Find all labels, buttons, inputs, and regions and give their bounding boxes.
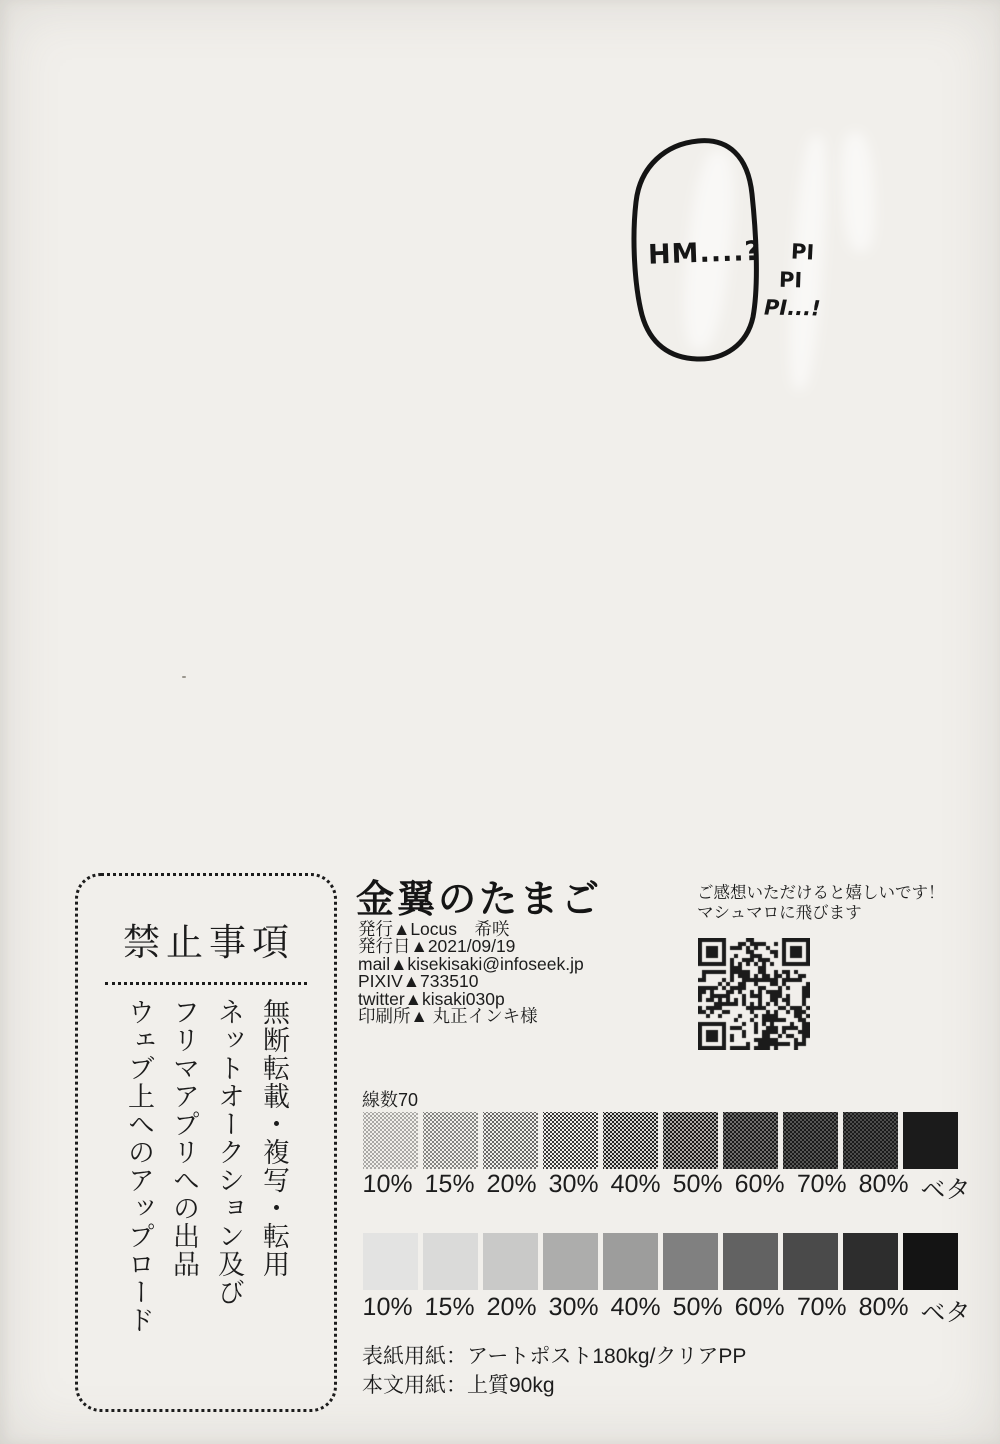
chirp-text: PI bbox=[790, 239, 815, 265]
feedback-line-1: ご感想いただけると嬉しいです！ bbox=[697, 884, 945, 902]
book-title: 金翼のたまご bbox=[356, 876, 603, 921]
tone-percent-label: 70% bbox=[796, 1293, 848, 1321]
colophon-line-printer: 印刷所▲ 丸正インキ様 bbox=[358, 1006, 538, 1027]
paper-spec-cover: 表紙用紙：アートポスト180kg/クリアPP bbox=[362, 1345, 747, 1368]
halftone-swatch-20% bbox=[483, 1112, 538, 1169]
flat-swatch-ベタ bbox=[903, 1233, 958, 1290]
feedback-line-2: マシュマロに飛びます bbox=[697, 904, 862, 922]
flat-swatch-40% bbox=[603, 1233, 658, 1290]
tone-percent-label: 20% bbox=[486, 1293, 538, 1321]
halftone-swatch-40% bbox=[603, 1112, 658, 1169]
tone-percent-label: 30% bbox=[548, 1293, 600, 1321]
chirp-text: PI bbox=[778, 267, 803, 293]
paper-spec bbox=[362, 1342, 746, 1400]
tone-bar-labels bbox=[359, 1170, 974, 1206]
bleed-mark bbox=[839, 131, 877, 253]
prohibition-item: 無断転載・複写・転用 bbox=[259, 998, 289, 1278]
colophon-line-mail: mail▲kisekisaki@infoseek.jp bbox=[358, 953, 584, 974]
tone-percent-label: 15% bbox=[424, 1293, 476, 1321]
halftone-swatch-ベタ bbox=[903, 1112, 958, 1169]
colophon-info bbox=[358, 921, 584, 1025]
flat-swatch-15% bbox=[423, 1233, 478, 1290]
qr-code bbox=[698, 938, 810, 1050]
halftone-swatch-70% bbox=[783, 1112, 838, 1169]
tone-percent-label: 80% bbox=[858, 1293, 910, 1321]
tone-percent-label: 40% bbox=[610, 1170, 662, 1198]
tone-percent-label: 50% bbox=[672, 1293, 724, 1321]
prohibition-item-list bbox=[116, 998, 296, 1334]
tone-percent-label: 20% bbox=[486, 1170, 538, 1198]
tone-percent-label: 15% bbox=[424, 1170, 476, 1198]
divider bbox=[105, 982, 307, 985]
flat-swatch-20% bbox=[483, 1233, 538, 1290]
tone-percent-label: 70% bbox=[796, 1170, 848, 1198]
tone-percent-label: 50% bbox=[672, 1170, 724, 1198]
chirp-text: PI...! bbox=[763, 295, 821, 321]
tone-percent-label: 60% bbox=[734, 1170, 786, 1198]
flat-swatch-50% bbox=[663, 1233, 718, 1290]
bubble-text: HM....? bbox=[647, 235, 762, 271]
colophon-line-publisher: 発行▲Locus 希咲 bbox=[358, 919, 510, 939]
paper-speck bbox=[182, 676, 186, 678]
prohibition-title: 禁止事項 bbox=[123, 922, 295, 963]
flat-swatch-30% bbox=[543, 1233, 598, 1290]
flat-swatch-80% bbox=[843, 1233, 898, 1290]
flat-swatch-60% bbox=[723, 1233, 778, 1290]
colophon-line-twitter: twitter▲kisaki030p bbox=[358, 988, 505, 1009]
tone-percent-label: ベタ bbox=[919, 1299, 971, 1327]
halftone-swatch-10% bbox=[363, 1112, 418, 1169]
halftone-swatch-50% bbox=[663, 1112, 718, 1169]
tone-percent-label: 10% bbox=[362, 1293, 414, 1321]
tone-percent-label: 80% bbox=[858, 1170, 910, 1198]
halftone-swatch-60% bbox=[723, 1112, 778, 1169]
prohibition-item: ネットオークション及び bbox=[214, 998, 244, 1306]
halftone-swatch-15% bbox=[423, 1112, 478, 1169]
colophon-line-pixiv: PIXIV▲733510 bbox=[358, 971, 479, 992]
flat-swatch-10% bbox=[363, 1233, 418, 1290]
prohibition-item: ウェブ上へのアップロード bbox=[124, 998, 154, 1334]
tone-percent-label: 30% bbox=[548, 1170, 600, 1198]
tone-percent-label: 10% bbox=[362, 1170, 414, 1198]
paper-spec-body: 本文用紙：上質90kg bbox=[362, 1374, 555, 1397]
flat-tone-bar bbox=[363, 1233, 958, 1290]
colophon-line-date: 発行日▲2021/09/19 bbox=[358, 936, 516, 957]
halftone-swatch-30% bbox=[543, 1112, 598, 1169]
tone-percent-label: 60% bbox=[734, 1293, 786, 1321]
flat-swatch-70% bbox=[783, 1233, 838, 1290]
tone-percent-label: ベタ bbox=[919, 1176, 971, 1204]
tone-percent-label: 40% bbox=[610, 1293, 662, 1321]
halftone-swatch-80% bbox=[843, 1112, 898, 1169]
halftone-tone-bar bbox=[363, 1112, 958, 1169]
feedback-note bbox=[697, 883, 945, 923]
screen-frequency-label: 線数70 bbox=[362, 1090, 419, 1110]
prohibition-item: フリマアプリへの出品 bbox=[169, 998, 199, 1278]
tone-bar-labels bbox=[359, 1293, 974, 1329]
prohibition-box bbox=[75, 873, 337, 1412]
